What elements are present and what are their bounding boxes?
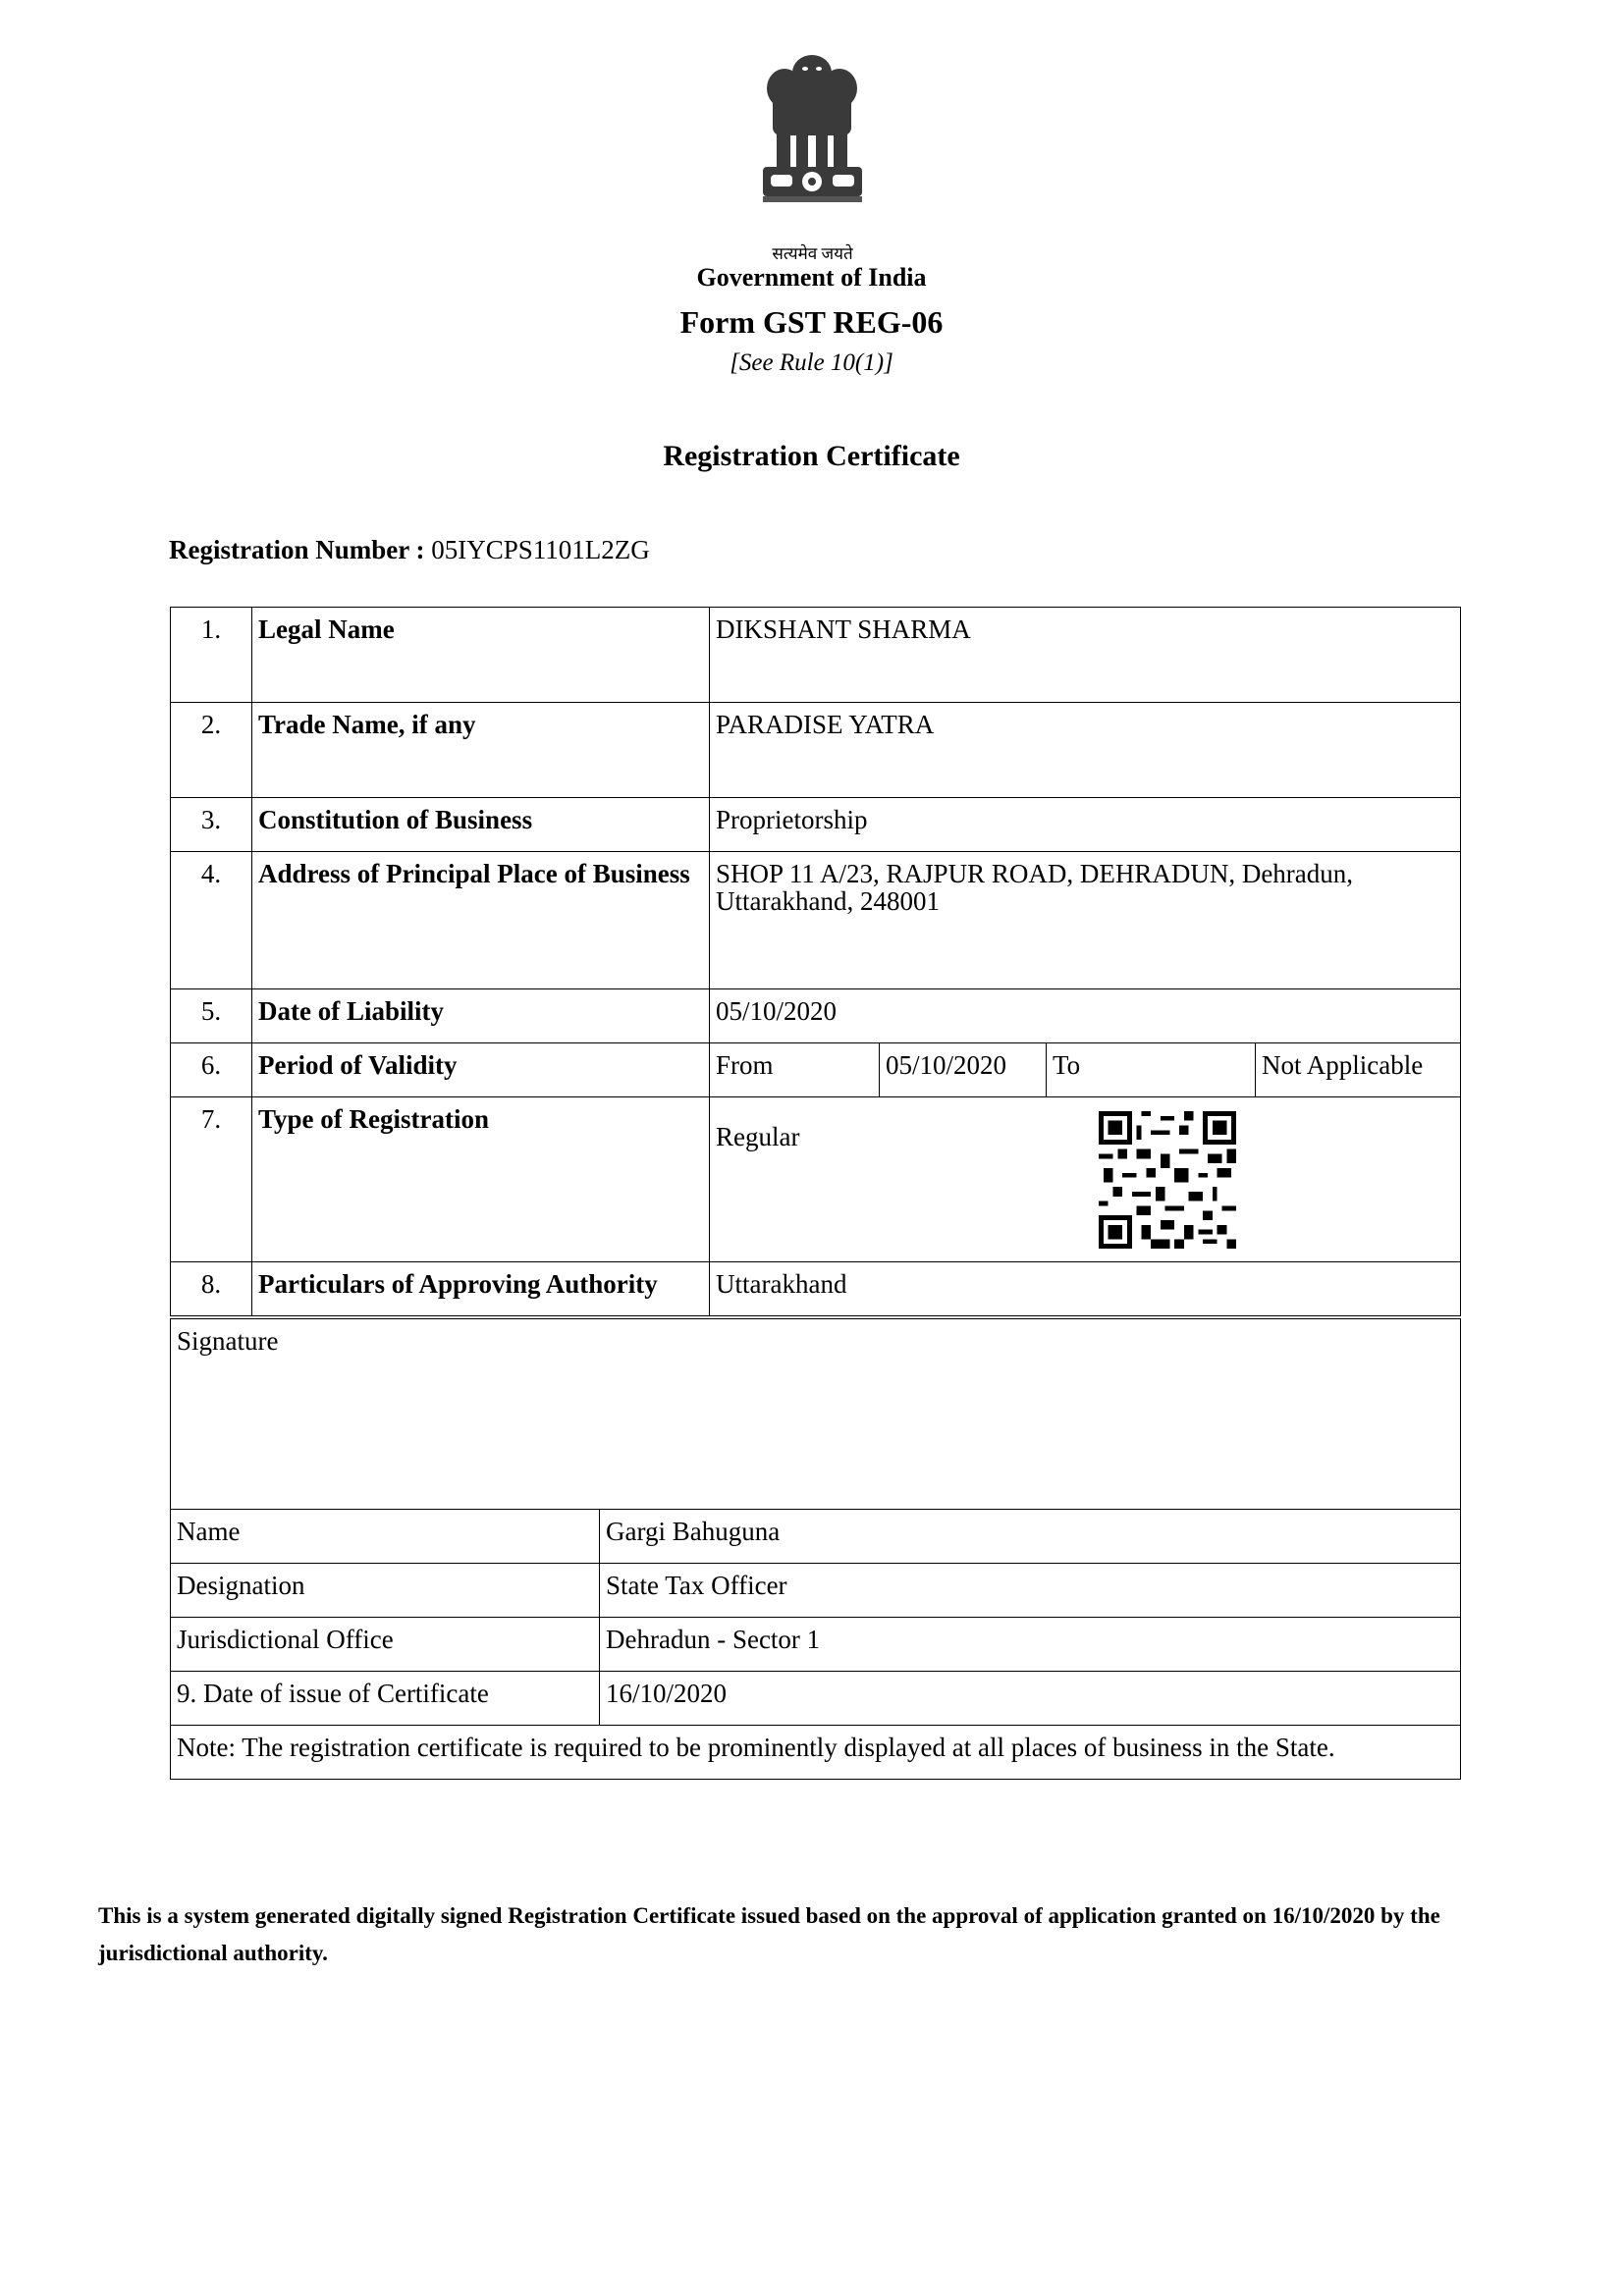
- row-label: Type of Registration: [252, 1097, 710, 1262]
- row-number: 5.: [171, 989, 252, 1043]
- registration-number-label: Registration Number :: [169, 535, 425, 564]
- emblem-motto: सत्यमेव जयते: [772, 244, 853, 263]
- designation-label: Designation: [171, 1564, 600, 1618]
- table-row: [171, 1510, 1461, 1564]
- officer-name-value: Gargi Bahuguna: [600, 1510, 1461, 1564]
- issue-date-label: 9. Date of issue of Certificate: [171, 1672, 600, 1726]
- approving-authority-value: Uttarakhand: [710, 1262, 1461, 1316]
- row-label: Date of Liability: [252, 989, 710, 1043]
- state-emblem-icon: [751, 47, 874, 214]
- table-row: [171, 1672, 1461, 1726]
- table-row: [171, 1262, 1461, 1316]
- legal-name-value: DIKSHANT SHARMA: [710, 608, 1461, 703]
- row-label: Address of Principal Place of Business: [252, 852, 710, 989]
- table-row: [171, 1564, 1461, 1618]
- validity-to-label: To: [1047, 1043, 1256, 1097]
- system-generated-footer: This is a system generated digitally signed Registration Certificate issued based on the approval of application granted on 16/10/2020 by the jurisdictional authority.: [98, 1903, 1440, 1965]
- address-value: SHOP 11 A/23, RAJPUR ROAD, DEHRADUN, Dehradun, Uttarakhand, 248001: [710, 852, 1461, 989]
- row-number: 7.: [171, 1097, 252, 1262]
- jurisdictional-office-value: Dehradun - Sector 1: [600, 1618, 1461, 1672]
- row-label: Constitution of Business: [252, 798, 710, 852]
- state-emblem: [751, 47, 874, 263]
- validity-from-label: From: [710, 1043, 880, 1097]
- designation-value: State Tax Officer: [600, 1564, 1461, 1618]
- registration-number-value: 05IYCPS1101L2ZG: [431, 535, 650, 564]
- officer-name-label: Name: [171, 1510, 600, 1564]
- row-label: Legal Name: [252, 608, 710, 703]
- table-row: [171, 1726, 1461, 1780]
- registration-number-line: [169, 535, 650, 565]
- validity-to-value: Not Applicable: [1256, 1043, 1461, 1097]
- date-of-liability-value: 05/10/2020: [710, 989, 1461, 1043]
- row-number: 2.: [171, 703, 252, 798]
- row-number: 6.: [171, 1043, 252, 1097]
- registration-details-table: [170, 607, 1461, 1316]
- signature-label: Signature: [171, 1319, 1461, 1510]
- jurisdictional-office-label: Jurisdictional Office: [171, 1618, 600, 1672]
- table-row: [171, 852, 1461, 989]
- row-number: 8.: [171, 1262, 252, 1316]
- table-row: [171, 608, 1461, 703]
- signature-table: [170, 1318, 1461, 1780]
- table-row: [171, 1618, 1461, 1672]
- row-number: 3.: [171, 798, 252, 852]
- signature-row: [171, 1319, 1461, 1510]
- validity-from-value: 05/10/2020: [880, 1043, 1047, 1097]
- row-label: Trade Name, if any: [252, 703, 710, 798]
- government-heading: Government of India: [696, 263, 927, 292]
- issue-date-value: 16/10/2020: [600, 1672, 1461, 1726]
- rule-reference: [See Rule 10(1)]: [730, 349, 893, 376]
- display-note: Note: The registration certificate is required to be prominently displayed at all places of business in the State.: [171, 1726, 1461, 1780]
- form-title: Form GST REG-06: [679, 304, 944, 340]
- table-row: [171, 798, 1461, 852]
- table-row: [171, 1043, 1461, 1097]
- row-label: Period of Validity: [252, 1043, 710, 1097]
- row-number: 4.: [171, 852, 252, 989]
- trade-name-value: PARADISE YATRA: [710, 703, 1461, 798]
- table-row: [171, 1097, 1461, 1262]
- row-number: 1.: [171, 608, 252, 703]
- constitution-value: Proprietorship: [710, 798, 1461, 852]
- type-of-registration-cell: [710, 1097, 1461, 1262]
- table-row: [171, 989, 1461, 1043]
- qr-code-icon: [1099, 1111, 1236, 1249]
- certificate-title: Registration Certificate: [663, 440, 960, 472]
- row-label: Particulars of Approving Authority: [252, 1262, 710, 1316]
- type-of-registration-value: Regular: [716, 1122, 800, 1151]
- table-row: [171, 703, 1461, 798]
